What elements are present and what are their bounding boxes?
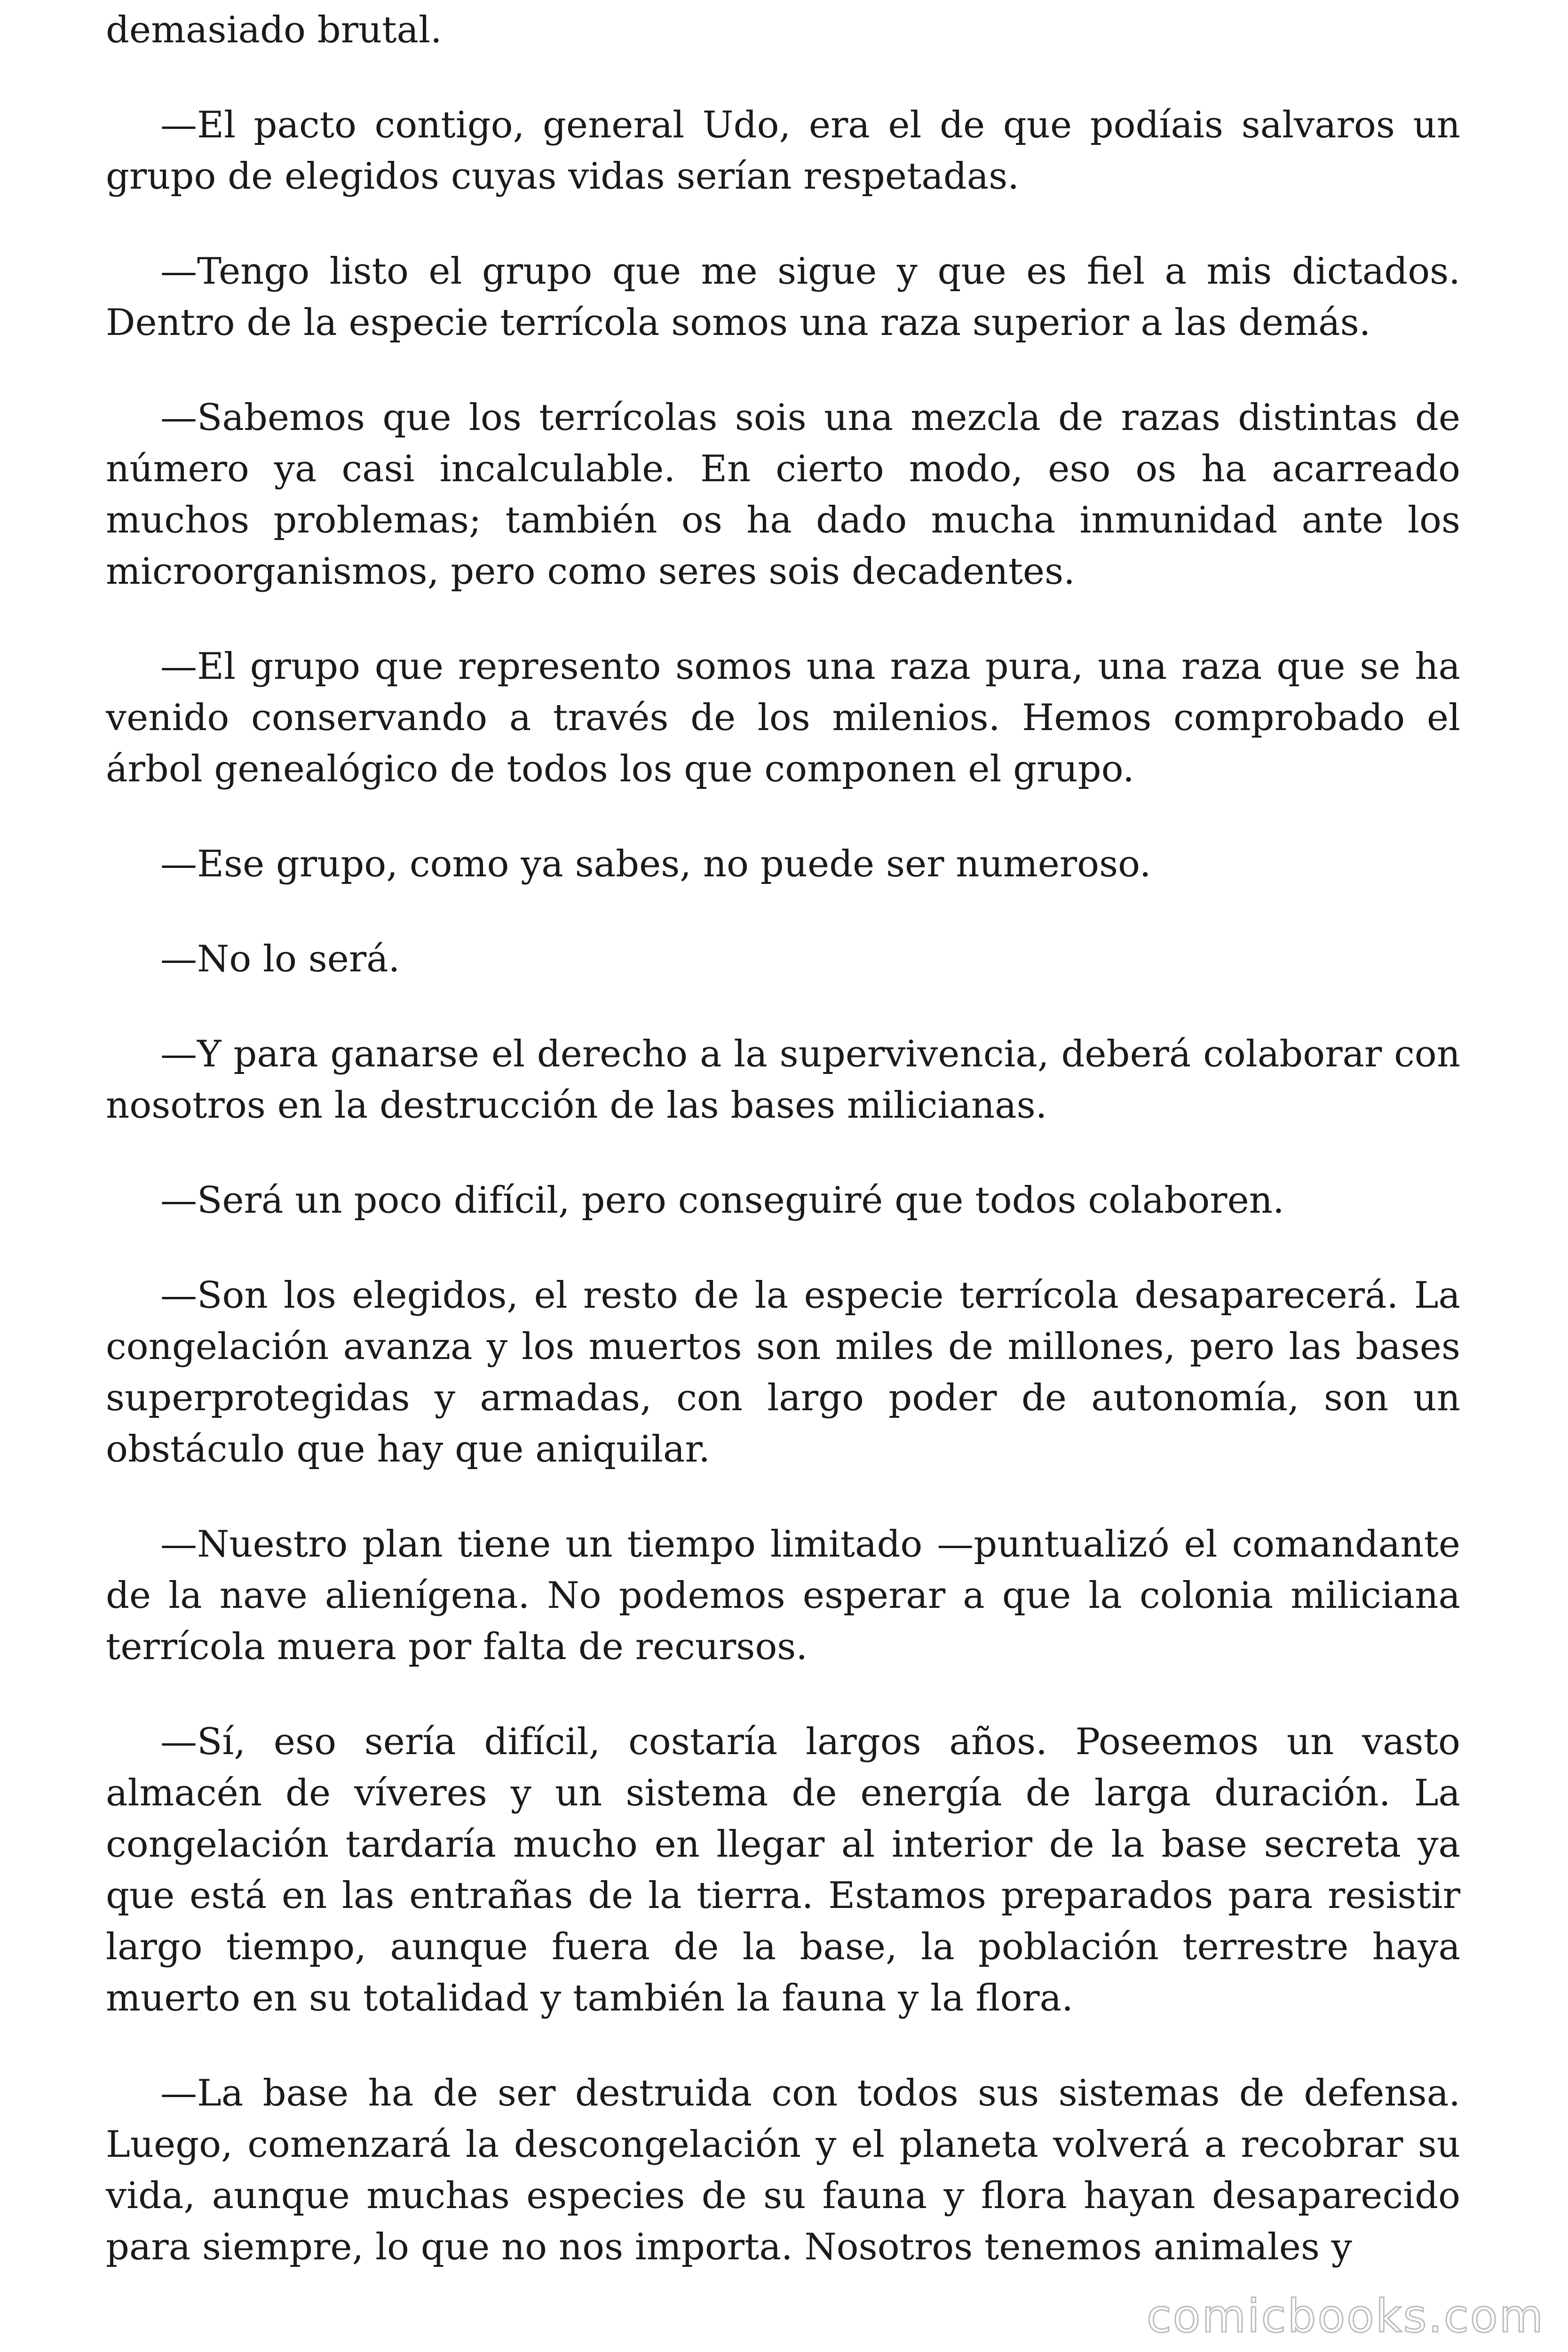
paragraph-11: —Nuestro plan tiene un tiempo limitado —puntualizó el comandante de la nave alienígena. No podemos esperar a que la colonia miliciana terrícola muera por falta de recursos. <box>106 1523 1460 1668</box>
paragraph-13: —La base ha de ser destruida con todos sus sistemas de defensa. Luego, comenzará la descongelación y el planeta volverá a recobrar su vida, aunque muchas especies de su fauna y flora hayan desaparecido para siempre, lo que no nos importa. Nosotros tenemos animales y <box>106 2072 1460 2268</box>
watermark: comicbooks.com <box>1146 2290 1544 2343</box>
paragraph-6: —Ese grupo, como ya sabes, no puede ser numeroso. <box>160 843 1151 885</box>
paragraph-9: —Será un poco difícil, pero conseguiré que todos colaboren. <box>160 1179 1284 1222</box>
paragraph-10: —Son los elegidos, el resto de la especie terrícola desaparecerá. La congelación avanza y los muertos son miles de millones, pero las bases superprotegidas y armadas, con largo poder de autonomía, son un obstáculo que hay que aniquilar. <box>106 1274 1460 1470</box>
paragraph-8: —Y para ganarse el derecho a la supervivencia, deberá colaborar con nosotros en la destrucción de las bases milicianas. <box>106 1033 1460 1127</box>
paragraph-7: —No lo será. <box>160 938 400 980</box>
paragraph-12: —Sí, eso sería difícil, costaría largos años. Poseemos un vasto almacén de víveres y un sistema de energía de larga duración. La congelación tardaría mucho en llegar al interior de la base secreta ya que está en las entrañas de la tierra. Estamos preparados para resistir largo tiempo, aunque fuera de la base, la población terrestre haya muerto en su totalidad y también la fauna y la flora. <box>106 1721 1460 2019</box>
paragraph-5: —El grupo que represento somos una raza pura, una raza que se ha venido conservando a través de los milenios. Hemos comprobado el árbol genealógico de todos los que componen el grupo. <box>106 645 1460 790</box>
paragraph-1: demasiado brutal. <box>106 9 442 51</box>
paragraph-2: —El pacto contigo, general Udo, era el de que podíais salvaros un grupo de elegidos cuyas vidas serían respetadas. <box>106 104 1460 198</box>
body-text <box>106 5 1460 2317</box>
paragraph-3: —Tengo listo el grupo que me sigue y que es fiel a mis dictados. Dentro de la especie terrícola somos una raza superior a las demás. <box>106 250 1460 344</box>
paragraph-4: —Sabemos que los terrícolas sois una mezcla de razas distintas de número ya casi incalculable. En cierto modo, eso os ha acarreado muchos problemas; también os ha dado mucha inmunidad ante los microorganismos, pero como seres sois decadentes. <box>106 397 1460 593</box>
